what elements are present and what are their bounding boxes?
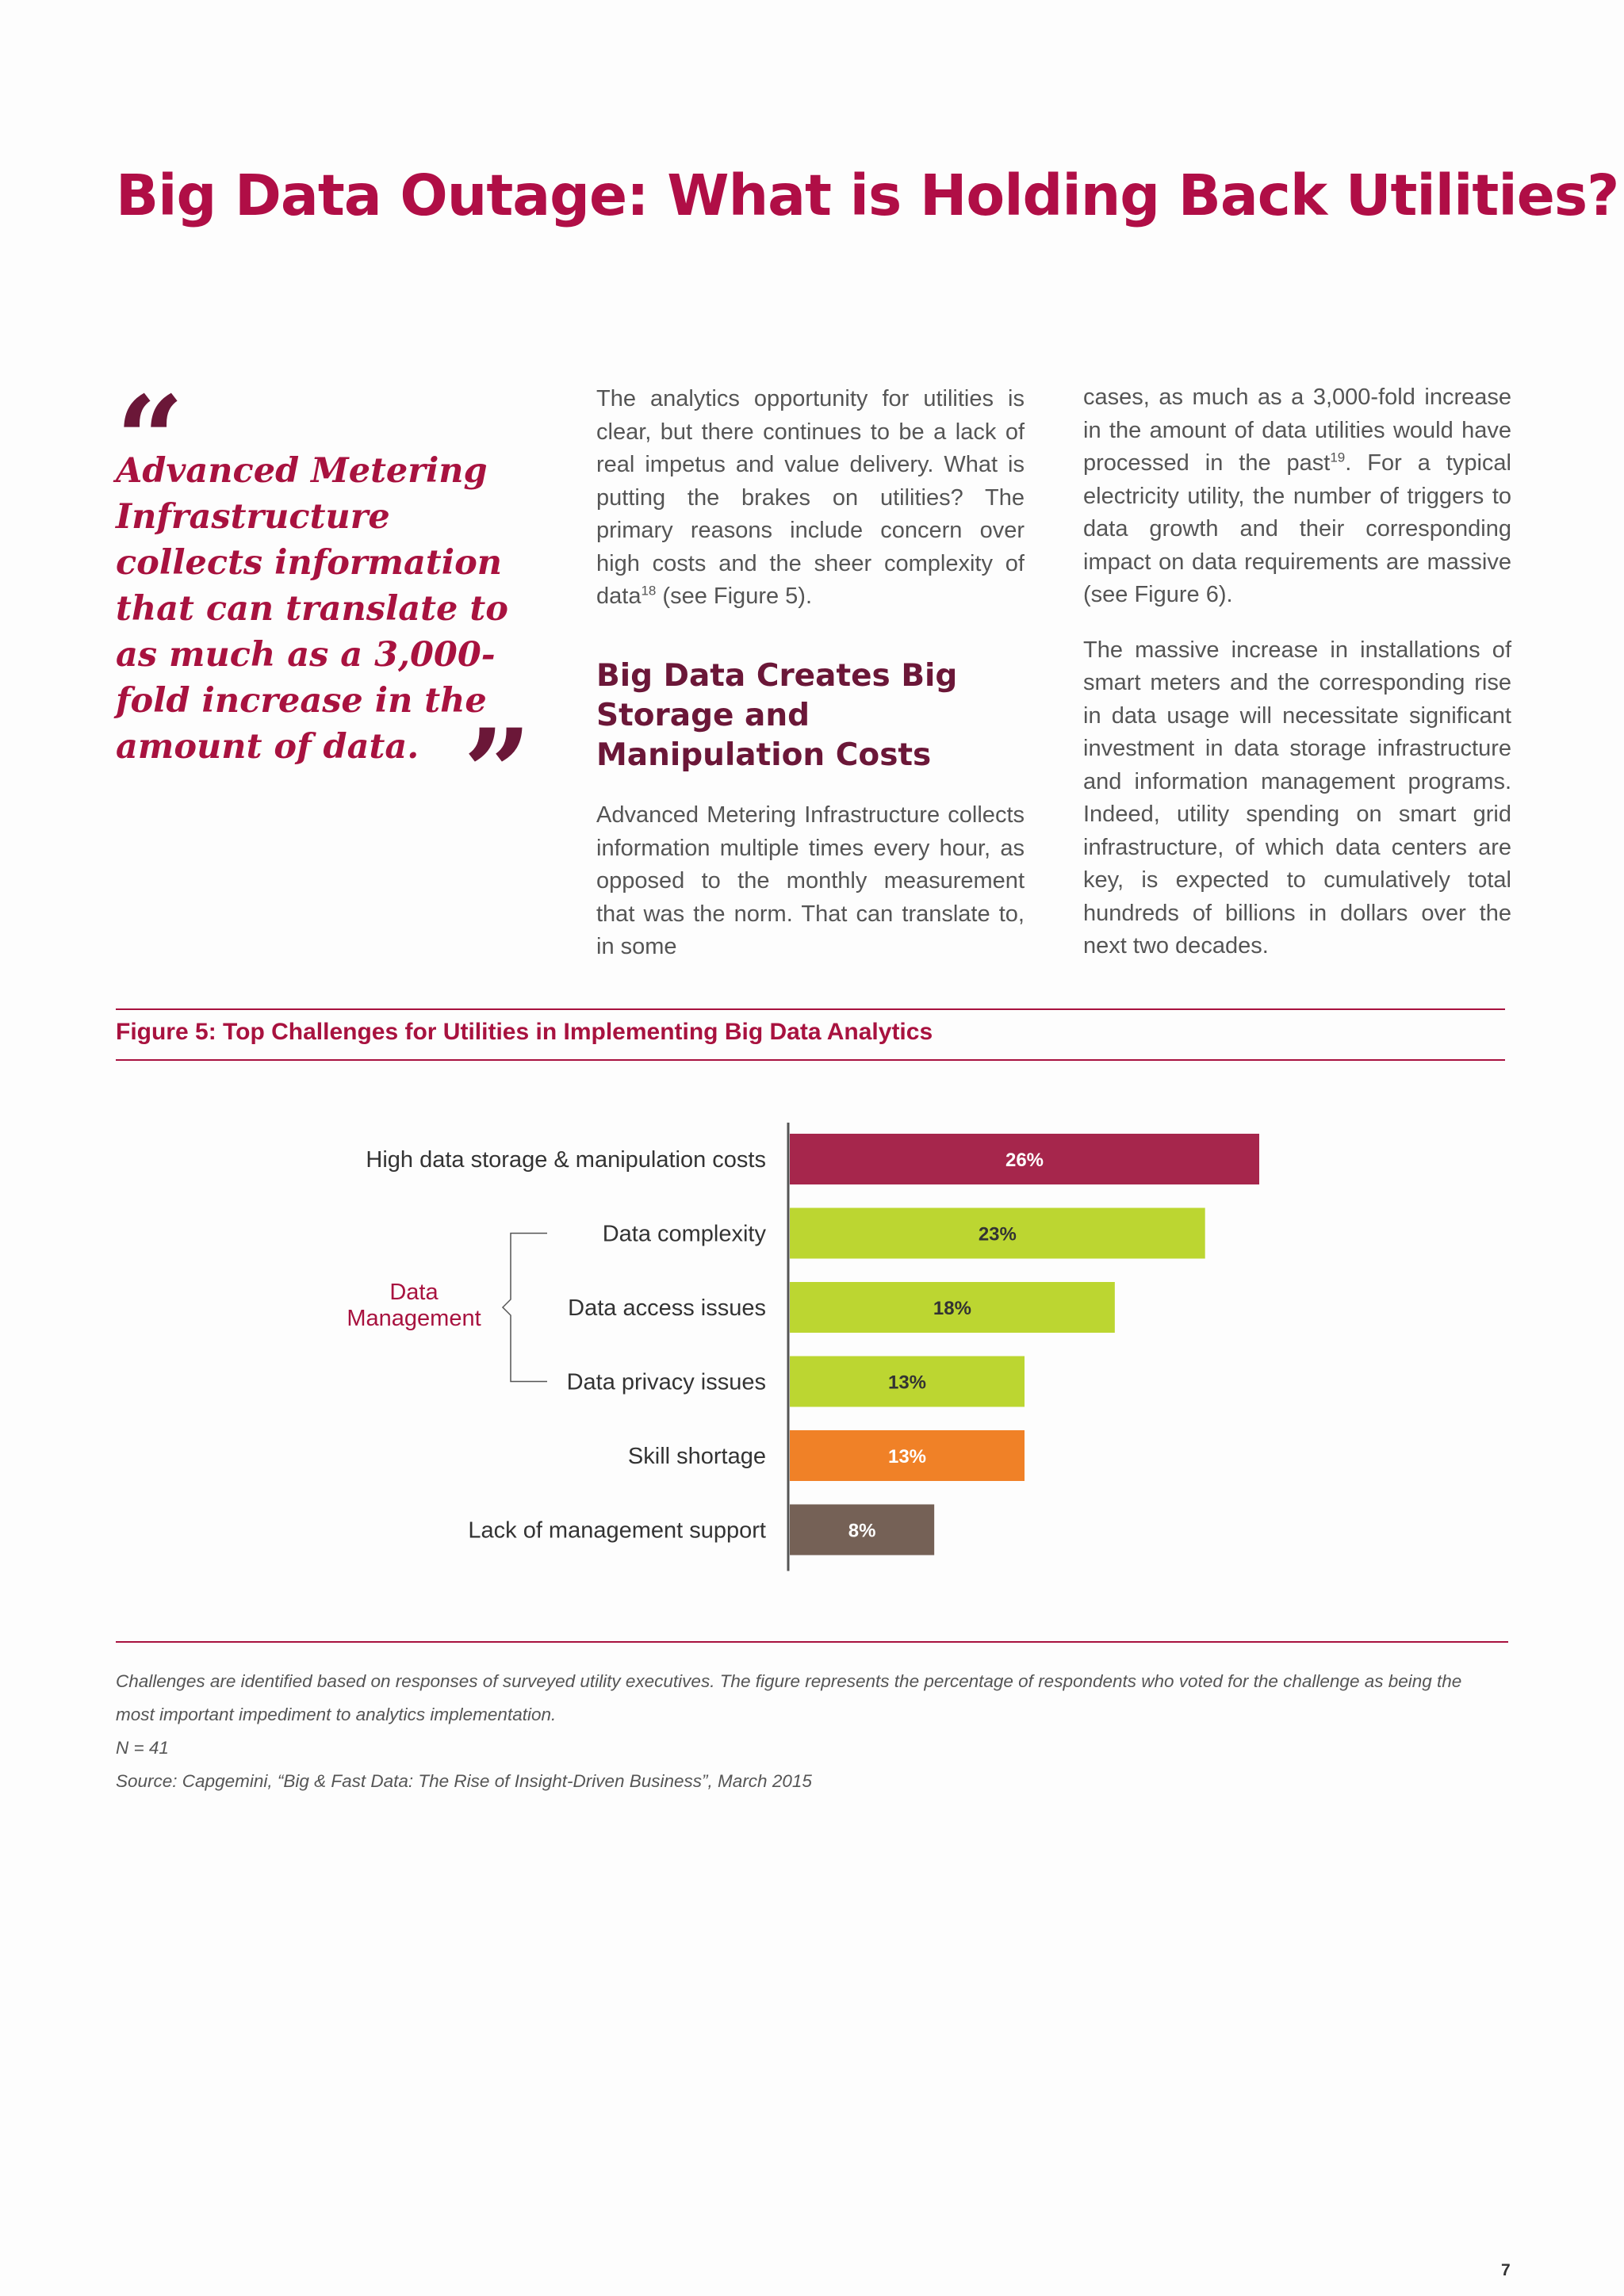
bar-value-label: 26% — [1005, 1150, 1044, 1171]
section-subheading: Big Data Creates Big Storage and Manipulation Costs — [596, 658, 958, 773]
bar-value-label: 8% — [848, 1520, 876, 1542]
group-bracket — [503, 1234, 547, 1382]
category-label: Data privacy issues — [566, 1369, 766, 1395]
figure-bottom-rule — [116, 1641, 1508, 1643]
page-title: Big Data Outage: What is Holding Back Utilities? — [116, 163, 1619, 228]
body-paragraph: The massive increase in installations of smart meters and the corresponding rise in data usage will necessitate significant investment in data storage infrastructure and information management programs. Indeed, utility spending on smart grid infrastructure, of which data centers are key, is expected to cumulatively total hundreds of billions in dollars over the next two decades. — [1083, 637, 1511, 959]
sample-size: N = 41 — [116, 1738, 169, 1758]
figure-title: Figure 5: Top Challenges for Utilities in Implementing Big Data Analytics — [116, 1019, 933, 1045]
category-label: High data storage & manipulation costs — [366, 1147, 766, 1173]
figure-note: Challenges are identified based on responses of surveyed utility executives. The figure represents the percentage of respondents who voted for the challenge as being the most important impediment to analytics implementation. — [116, 1671, 1462, 1724]
body-paragraph: The analytics opportunity for utilities is clear, but there continues to be a lack of real impetus and value delivery. What is putting the brakes on utilities? The primary reasons include concern over high costs and the sheer complexity of data$^{18}$ (see Figure 5). — [596, 386, 1025, 609]
footnote-ref: 18 — [641, 583, 657, 599]
pull-quote: Advanced Metering Infrastructure collects information that can translate to as much as a 3,000-fold increase in the amount of data. — [116, 451, 508, 767]
figure-source: Source: Capgemini, “Big & Fast Data: The Rise of Insight-Driven Business”, March 2015 — [116, 1771, 812, 1791]
body-paragraph: Advanced Metering Infrastructure collects information multiple times every hour, as opposed to the monthly measurement that was the norm. That can translate to, in some — [596, 802, 1025, 959]
category-label: Data complexity — [602, 1221, 766, 1247]
body-paragraph: cases, as much as a 3,000-fold increase in the amount of data utilities would have processed in the past$^{19}$. For a typical electricity utility, the number of triggers to data growth and their corresponding impact on data requirements are massive (see Figure 6). — [1083, 385, 1511, 607]
category-label: Data access issues — [568, 1295, 766, 1321]
bar-value-label: 23% — [978, 1223, 1017, 1246]
category-label: Lack of management support — [468, 1517, 766, 1544]
category-label: Skill shortage — [627, 1444, 766, 1469]
group-label: Data Management — [347, 1280, 481, 1331]
open-quote-icon: “ — [116, 370, 185, 510]
bar-value-label: 13% — [887, 1446, 927, 1468]
bar-value-label: 13% — [887, 1372, 927, 1394]
footnote-ref: 19 — [1330, 450, 1346, 465]
figure-footnotes — [116, 1665, 1496, 1798]
page-number: 7 — [1501, 2261, 1511, 2279]
bar-value-label: 18% — [933, 1298, 971, 1319]
close-quote-icon: ” — [463, 703, 532, 843]
